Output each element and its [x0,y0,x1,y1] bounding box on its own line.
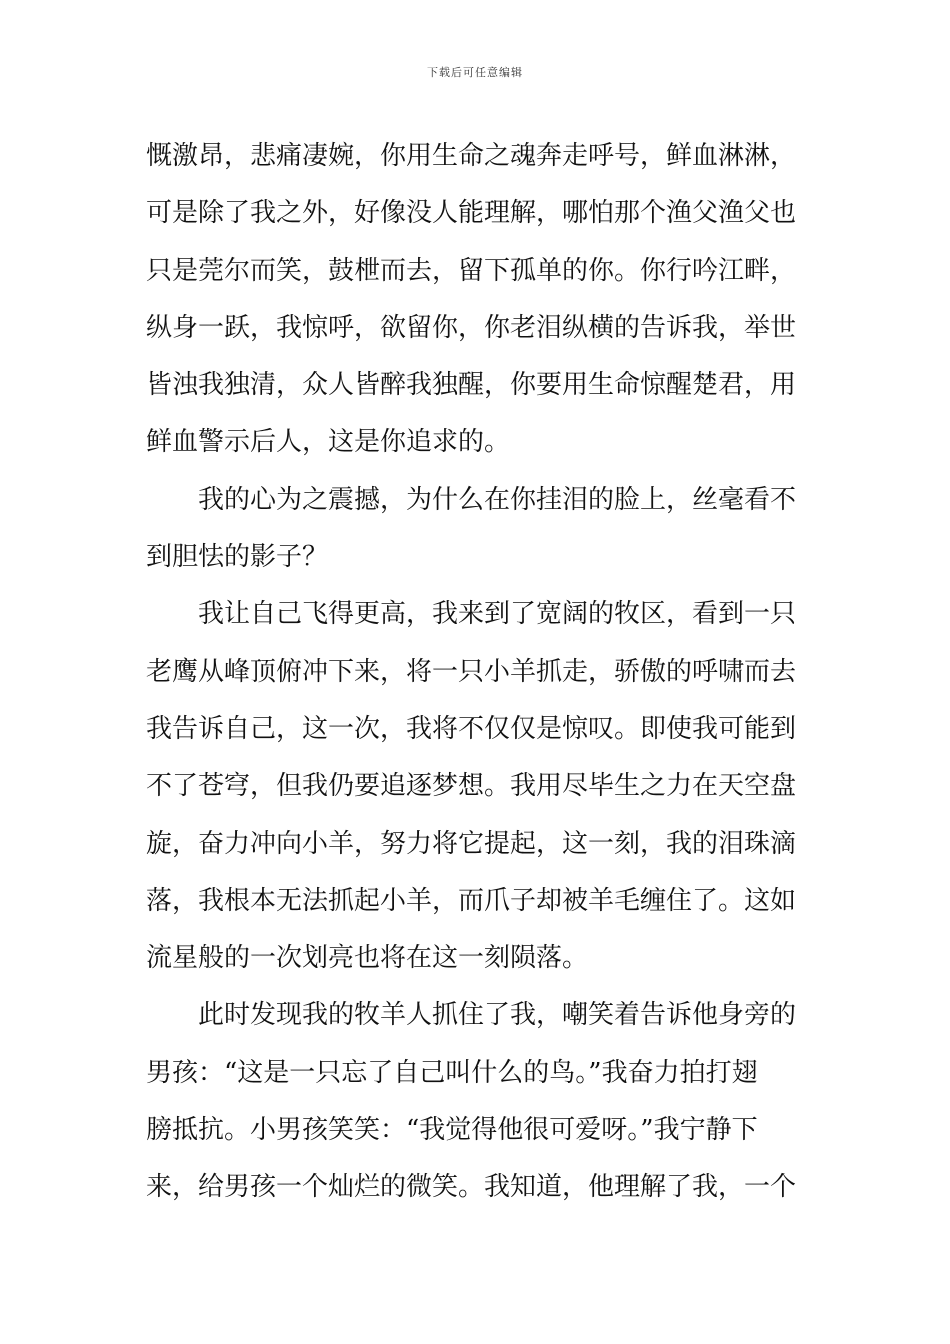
text-line: 皆浊我独清，众人皆醉我独醒，你要用生命惊醒楚君，用 [146,370,797,401]
text-line: 此时发现我的牧羊人抓住了我，嘲笑着告诉他身旁的 [146,1000,797,1031]
text-line: 纵身一跃，我惊呼，欲留你，你老泪纵横的告诉我，举世 [146,312,797,343]
text-line: 不了苍穹，但我仍要追逐梦想。我用尽毕生之力在天空盘 [146,771,797,802]
text-line: 可是除了我之外，好像没人能理解，哪怕那个渔父渔父也 [146,198,797,229]
text-line: 我告诉自己，这一次，我将不仅仅是惊叹。即使我可能到 [146,713,797,744]
text-line: 流星般的一次划亮也将在这一刻陨落。 [146,943,589,974]
text-line: 慨激昂，悲痛凄婉，你用生命之魂奔走呼号，鲜血淋淋， [146,141,797,171]
text-line: 我的心为之震撼，为什么在你挂泪的脸上，丝毫看不 [146,484,797,515]
document-body [146,128,808,1217]
text-line: 只是莞尔而笑，鼓枻而去，留下孤单的你。你行吟江畔， [146,255,797,286]
text-line: 膀抵抗。小男孩笑笑：“我觉得他很可爱呀。”我宁静下 [146,1115,758,1146]
text-line: 鲜血警示后人，这是你追求的。 [146,427,511,458]
text-line: 老鹰从峰顶俯冲下来，将一只小羊抓走，骄傲的呼啸而去 [146,656,797,687]
text-line: 旋，奋力冲向小羊，努力将它提起，这一刻，我的泪珠滴 [146,828,797,859]
text-line: 男孩：“这是一只忘了自己叫什么的鸟。”我奋力拍打翅 [146,1057,758,1088]
page-header: 下载后可任意编辑 [427,66,523,79]
text-line: 我让自己飞得更高，我来到了宽阔的牧区，看到一只 [146,599,797,630]
text-line: 落，我根本无法抓起小羊，而爪子却被羊毛缠住了。这如 [146,885,797,916]
text-line: 到胆怯的影子？ [146,542,329,573]
text-line: 来，给男孩一个灿烂的微笑。我知道，他理解了我，一个 [146,1172,797,1203]
